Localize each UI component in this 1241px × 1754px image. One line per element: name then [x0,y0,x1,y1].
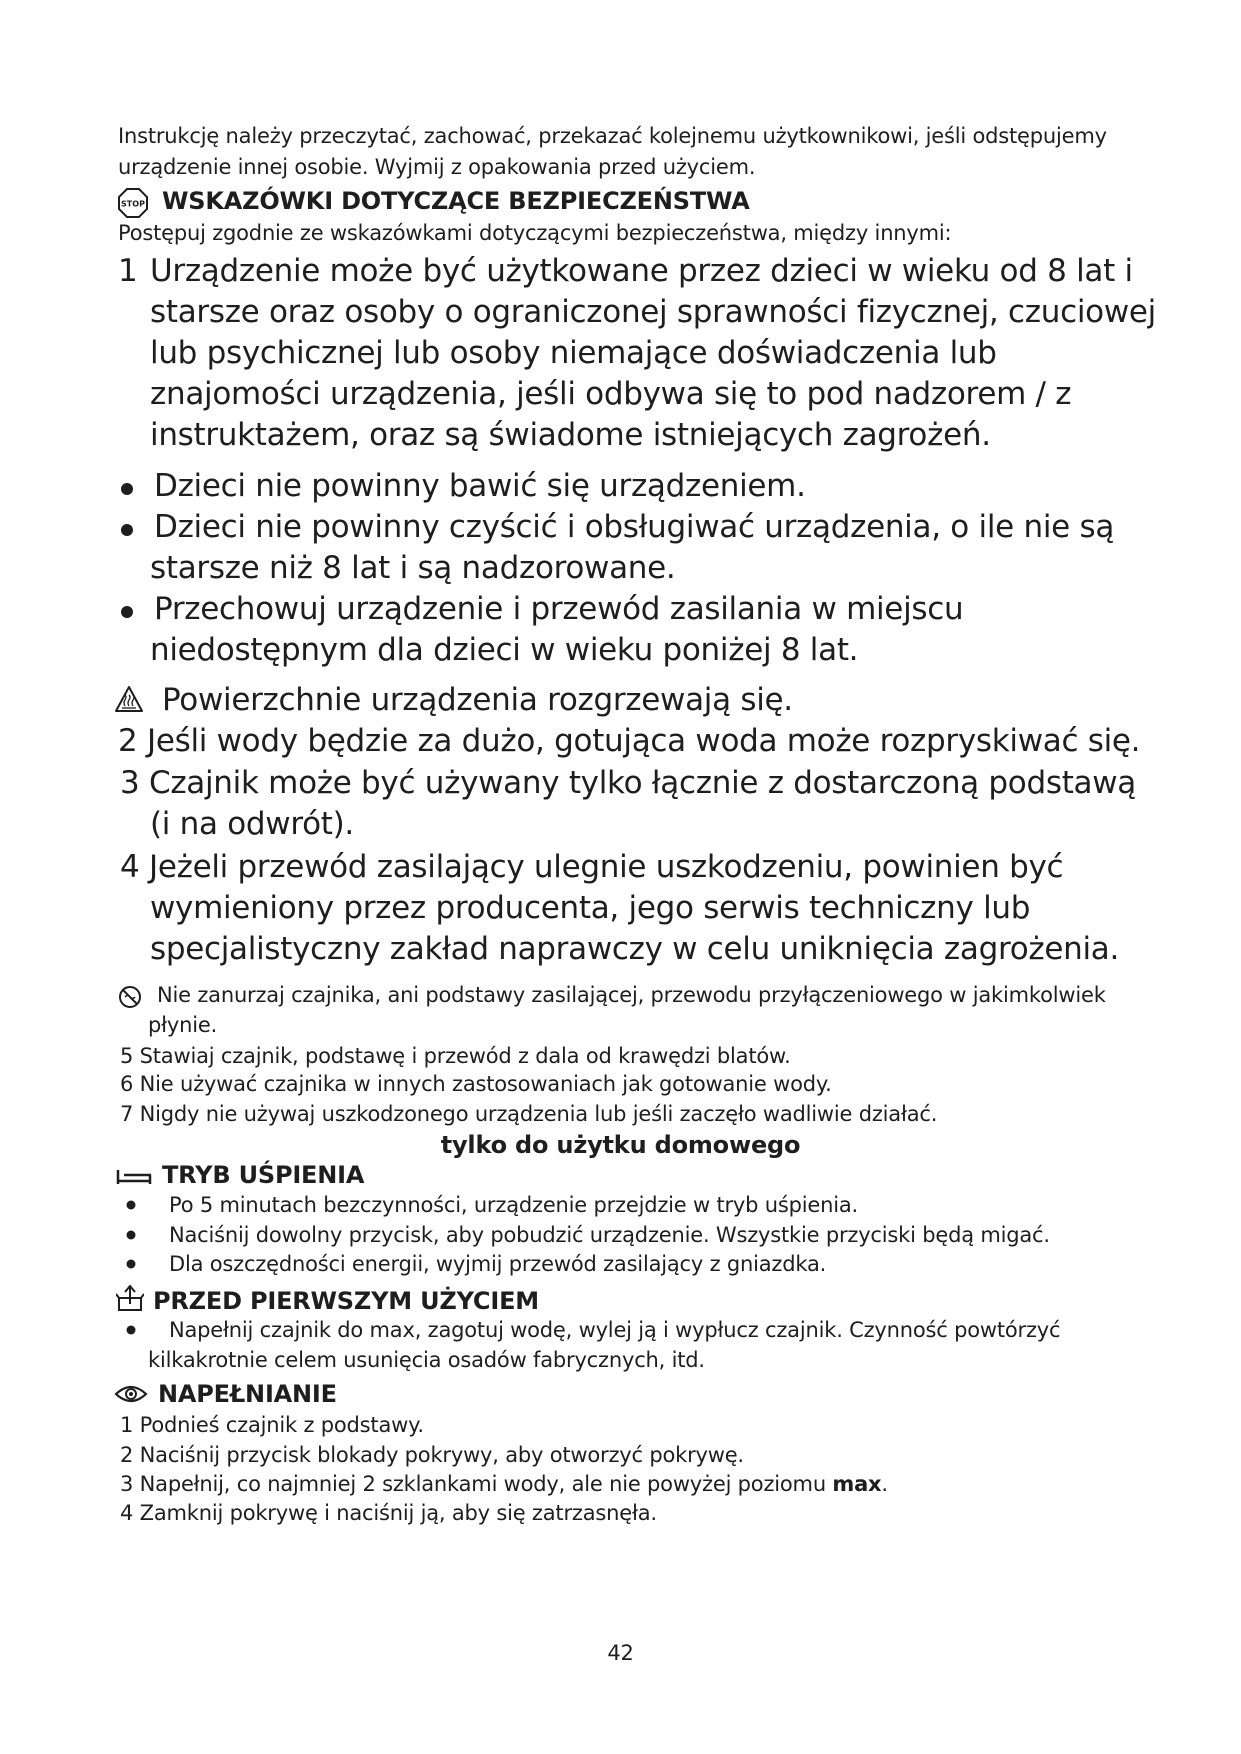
filling-step-1: 1 Podnieś czajnik z podstawy. [120,1413,424,1437]
eye-icon [114,1383,148,1405]
first-use-heading: PRZED PIERWSZYM UŻYCIEM [153,1287,539,1315]
bullet-dot [120,523,134,537]
first-use-line: kilkakrotnie celem usunięcia osadów fabrycznych, itd. [148,1348,705,1372]
intro-line-2: urządzenie innej osobie. Wyjmij z opakowania przed użyciem. [118,155,756,179]
bullet-1: Dzieci nie powinny bawić się urządzeniem. [154,468,806,504]
page-number: 42 [607,1641,634,1665]
no-immerse-line: płynie. [148,1013,218,1037]
filling-step-4: 4 Zamknij pokrywę i naciśnij ją, aby się zatrzasnęła. [120,1501,657,1525]
stop-icon [118,188,148,218]
sleep-bullet: Naciśnij dowolny przycisk, aby pobudzić urządzenie. Wszystkie przyciski będą migać. [169,1223,1050,1247]
sleep-bullet: Po 5 minutach bezczynności, urządzenie przejdzie w tryb uśpienia. [169,1193,858,1217]
filling-step-3-end: . [881,1472,888,1496]
filling-step-3 [120,1472,888,1496]
item-4-line: specjalistyczny zakład naprawczy w celu uniknięcia zagrożenia. [150,931,1120,967]
filling-heading: NAPEŁNIANIE [158,1380,337,1408]
safety-heading: WSKAZÓWKI DOTYCZĄCE BEZPIECZEŃSTWA [162,187,750,215]
item-2: 2 Jeśli wody będzie za dużo, gotująca woda może rozpryskiwać się. [118,723,1141,759]
item-1-line: lub psychicznej lub osoby niemające doświadczenia lub [150,335,997,371]
filling-step-2: 2 Naciśnij przycisk blokady pokrywy, aby otworzyć pokrywę. [120,1443,744,1467]
item-1-line: znajomości urządzenia, jeśli odbywa się to pod nadzorem / z [150,376,1072,412]
bullet-dot [120,605,134,619]
unpack-box-icon [116,1284,144,1312]
no-immerse-icon [118,985,142,1009]
hot-surface-icon [114,685,144,713]
item-5: 5 Stawiaj czajnik, podstawę i przewód z dala od krawędzi blatów. [120,1044,791,1068]
safety-lead: Postępuj zgodnie ze wskazówkami dotyczącymi bezpieczeństwa, między innymi: [118,221,952,245]
bullet-dot [126,1259,136,1269]
bullet-dot [126,1230,136,1240]
no-immerse-line: Nie zanurzaj czajnika, ani podstawy zasilającej, przewodu przyłączeniowego w jakimkolwiek [157,983,1106,1007]
item-1-line: Urządzenie może być użytkowane przez dzieci w wieku od 8 lat i [150,253,1133,289]
bullet-dot [120,482,134,496]
bullet-3-line: niedostępnym dla dzieci w wieku poniżej 8 lat. [150,632,859,668]
sleep-bullet: Dla oszczędności energii, wyjmij przewód zasilający z gniazdka. [169,1252,827,1276]
bed-icon [116,1169,152,1185]
bullet-2-line: starsze niż 8 lat i są nadzorowane. [150,550,676,586]
item-7: 7 Nigdy nie używaj uszkodzonego urządzenia lub jeśli zaczęło wadliwie działać. [120,1102,938,1126]
hot-surface-warning: Powierzchnie urządzenia rozgrzewają się. [162,682,793,718]
item-4-line: 4 Jeżeli przewód zasilający ulegnie uszkodzeniu, powinien być [120,849,1064,885]
bullet-2-line: Dzieci nie powinny czyścić i obsługiwać urządzenia, o ile nie są [154,509,1115,545]
item-3-line: (i na odwrót). [150,806,354,842]
intro-line-1: Instrukcję należy przeczytać, zachować, przekazać kolejnemu użytkownikowi, jeśli odstępujemy [118,124,1107,148]
filling-step-3-text: 3 Napełnij, co najmniej 2 szklankami wody, ale nie powyżej poziomu [120,1472,833,1496]
sleep-heading: TRYB UŚPIENIA [162,1161,365,1189]
household-use-note: tylko do użytku domowego [440,1131,801,1159]
item-6: 6 Nie używać czajnika w innych zastosowaniach jak gotowanie wody. [120,1072,832,1096]
bullet-3-line: Przechowuj urządzenie i przewód zasilania w miejscu [154,591,964,627]
max-level-label: max [832,1472,882,1496]
svg-text:STOP: STOP [121,199,145,209]
item-3-line: 3 Czajnik może być używany tylko łącznie z dostarczoną podstawą [120,765,1136,801]
first-use-line: Napełnij czajnik do max, zagotuj wodę, wylej ją i wypłucz czajnik. Czynność powtórzyć [169,1318,1061,1342]
item-1-number: 1 [118,253,138,289]
bullet-dot [126,1325,136,1335]
item-4-line: wymieniony przez producenta, jego serwis techniczny lub [150,890,1031,926]
bullet-dot [126,1200,136,1210]
item-1-line: starsze oraz osoby o ograniczonej sprawności fizycznej, czuciowej [150,294,1156,330]
item-1-line: instruktażem, oraz są świadome istniejących zagrożeń. [150,417,991,453]
